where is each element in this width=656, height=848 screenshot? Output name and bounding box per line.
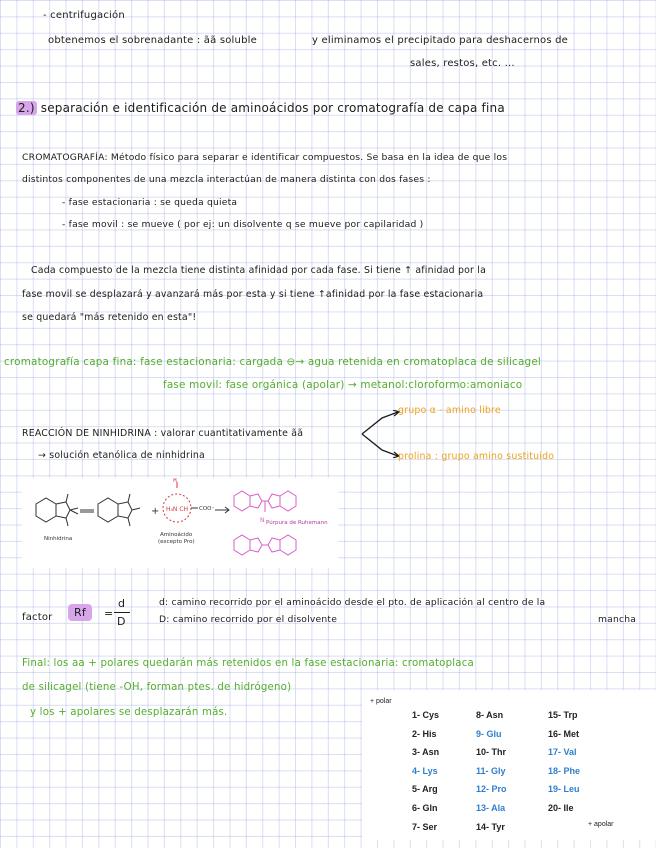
rf-numerator: d	[118, 597, 126, 610]
apolar-label: + apolar	[588, 821, 614, 828]
tlc-stationary-line: cromatografía capa fina: fase estacionaria: cargada ⊖→ agua retenida en cromatoplaca de silicagel	[4, 356, 541, 368]
rf-d-definition: d: camino recorrido por el aminoácido desde el pto. de aplicación al centro de la	[159, 597, 546, 608]
amino-acid-entry: 20- Ile	[548, 803, 574, 813]
section-heading	[16, 101, 505, 115]
fig-purple-label: Púrpura de Ruhemann	[266, 520, 328, 526]
rf-denominator: D	[117, 615, 126, 628]
affinity-line-3: se quedará "más retenido en esta"!	[22, 312, 197, 323]
section-number: 2.)	[18, 101, 35, 115]
note-line-supernatant: obtenemos el sobrenadante : ãã soluble	[48, 35, 257, 46]
amino-acid-entry: 9- Glu	[476, 728, 502, 739]
final-line-3: y los + apolares se desplazarán más.	[30, 707, 228, 718]
amino-acid-entry: 19- Leu	[548, 784, 580, 795]
amino-acid-entry: 12- Pro	[476, 784, 507, 795]
tlc-mobile-line: fase movil: fase orgánica (apolar) → metanol:cloroformo:amoniaco	[163, 379, 523, 391]
amino-acid-entry: 10- Thr	[476, 747, 507, 758]
svg-text:H₃N CH: H₃N CH	[166, 506, 189, 513]
rf-equals: =	[104, 607, 114, 620]
amino-acid-entry: 2- His	[412, 728, 437, 739]
rf-factor-label: factor	[22, 612, 53, 623]
amino-acid-entry: 16- Met	[548, 728, 580, 739]
rf-highlight: Rf	[68, 604, 92, 621]
final-line-1: Final: los aa + polares quedarán más retenidos en la fase estacionaria: cromatoplaca	[22, 658, 474, 669]
amino-acid-entry: 5- Arg	[412, 784, 438, 795]
stationary-phase-line: - fase estacionaria : se queda quieta	[62, 197, 238, 208]
amino-acid-entry: 3- Asn	[412, 747, 440, 758]
ninhydrin-reaction-figure	[22, 478, 338, 568]
amino-acid-entry: 17- Val	[548, 747, 577, 758]
section-title: separación e identificación de aminoácidos por cromatografía de capa fina	[40, 101, 505, 115]
amino-acid-entry: 11- Gly	[476, 765, 506, 776]
amino-acid-entry: 18- Phe	[548, 765, 581, 776]
rf-fraction-bar	[114, 612, 130, 613]
rf-mancha: mancha	[598, 614, 637, 625]
svg-text:N: N	[260, 517, 265, 524]
amino-acid-entry: 6- Gln	[412, 803, 438, 813]
ninhydrin-solution-line: → solución etanólica de ninhidrina	[38, 450, 206, 461]
definition-line-2: distintos componentes de una mezcla interactúan de manera distinta con dos fases :	[22, 174, 431, 185]
note-line-precipitate: y eliminamos el precipitado para deshacernos de	[312, 35, 569, 46]
amino-acid-entry: 7- Ser	[412, 821, 438, 832]
amino-acid-entry: 4- Lys	[412, 765, 438, 776]
svg-text:R: R	[173, 478, 178, 484]
fig-except-label: (excepto Pro)	[158, 539, 195, 545]
polarity-table	[362, 690, 656, 840]
ninhydrin-branch-free-amino: grupo α - amino libre	[398, 405, 501, 416]
ninhydrin-branch-proline: prolina : grupo amino sustituido	[398, 451, 555, 462]
final-line-2: de silicagel (tiene -OH, forman ptes. de hidrógeno)	[22, 682, 292, 693]
ninhydrin-reaction-scheme	[22, 478, 338, 568]
amino-acid-entry: 1- Cys	[412, 710, 440, 720]
amino-acid-entry: 15- Trp	[548, 710, 578, 720]
svg-text:COO⁻: COO⁻	[199, 506, 215, 512]
rf-D-definition: D: camino recorrido por el disolvente	[159, 614, 338, 625]
definition-line-1: CROMATOGRAFÍA: Método físico para separar e identificar compuestos. Se basa en la idea de que los	[22, 152, 508, 163]
fig-aminoacid-label: Aminoácido	[160, 532, 193, 538]
mobile-phase-line: - fase movil : se mueve ( por ej: un disolvente q se mueve por capilaridad )	[62, 219, 424, 230]
polar-label: + polar	[370, 698, 392, 705]
amino-acid-entry: 14- Tyr	[476, 821, 505, 832]
note-line-salts: sales, restos, etc. ...	[410, 58, 515, 69]
affinity-line-2: fase movil se desplazará y avanzará más por esta y si tiene ↑afinidad por la fase estacionaria	[22, 289, 484, 300]
rf-symbol	[68, 604, 92, 621]
note-line-centrifugation: - centrifugación	[43, 10, 125, 21]
affinity-line-1: Cada compuesto de la mezcla tiene distinta afinidad por cada fase. Si tiene ↑ afinidad por la	[31, 265, 487, 276]
branch-arrows-icon	[360, 410, 402, 458]
fig-ninhydrin-label: Ninhidrina	[44, 536, 73, 542]
ninhydrin-reaction-title: REACCIÓN DE NINHIDRINA : valorar cuantitativamente ãã	[22, 428, 304, 439]
amino-acid-entry: 13- Ala	[476, 803, 506, 813]
amino-acid-entry: 8- Asn	[476, 710, 504, 720]
svg-text:+: +	[151, 506, 160, 517]
